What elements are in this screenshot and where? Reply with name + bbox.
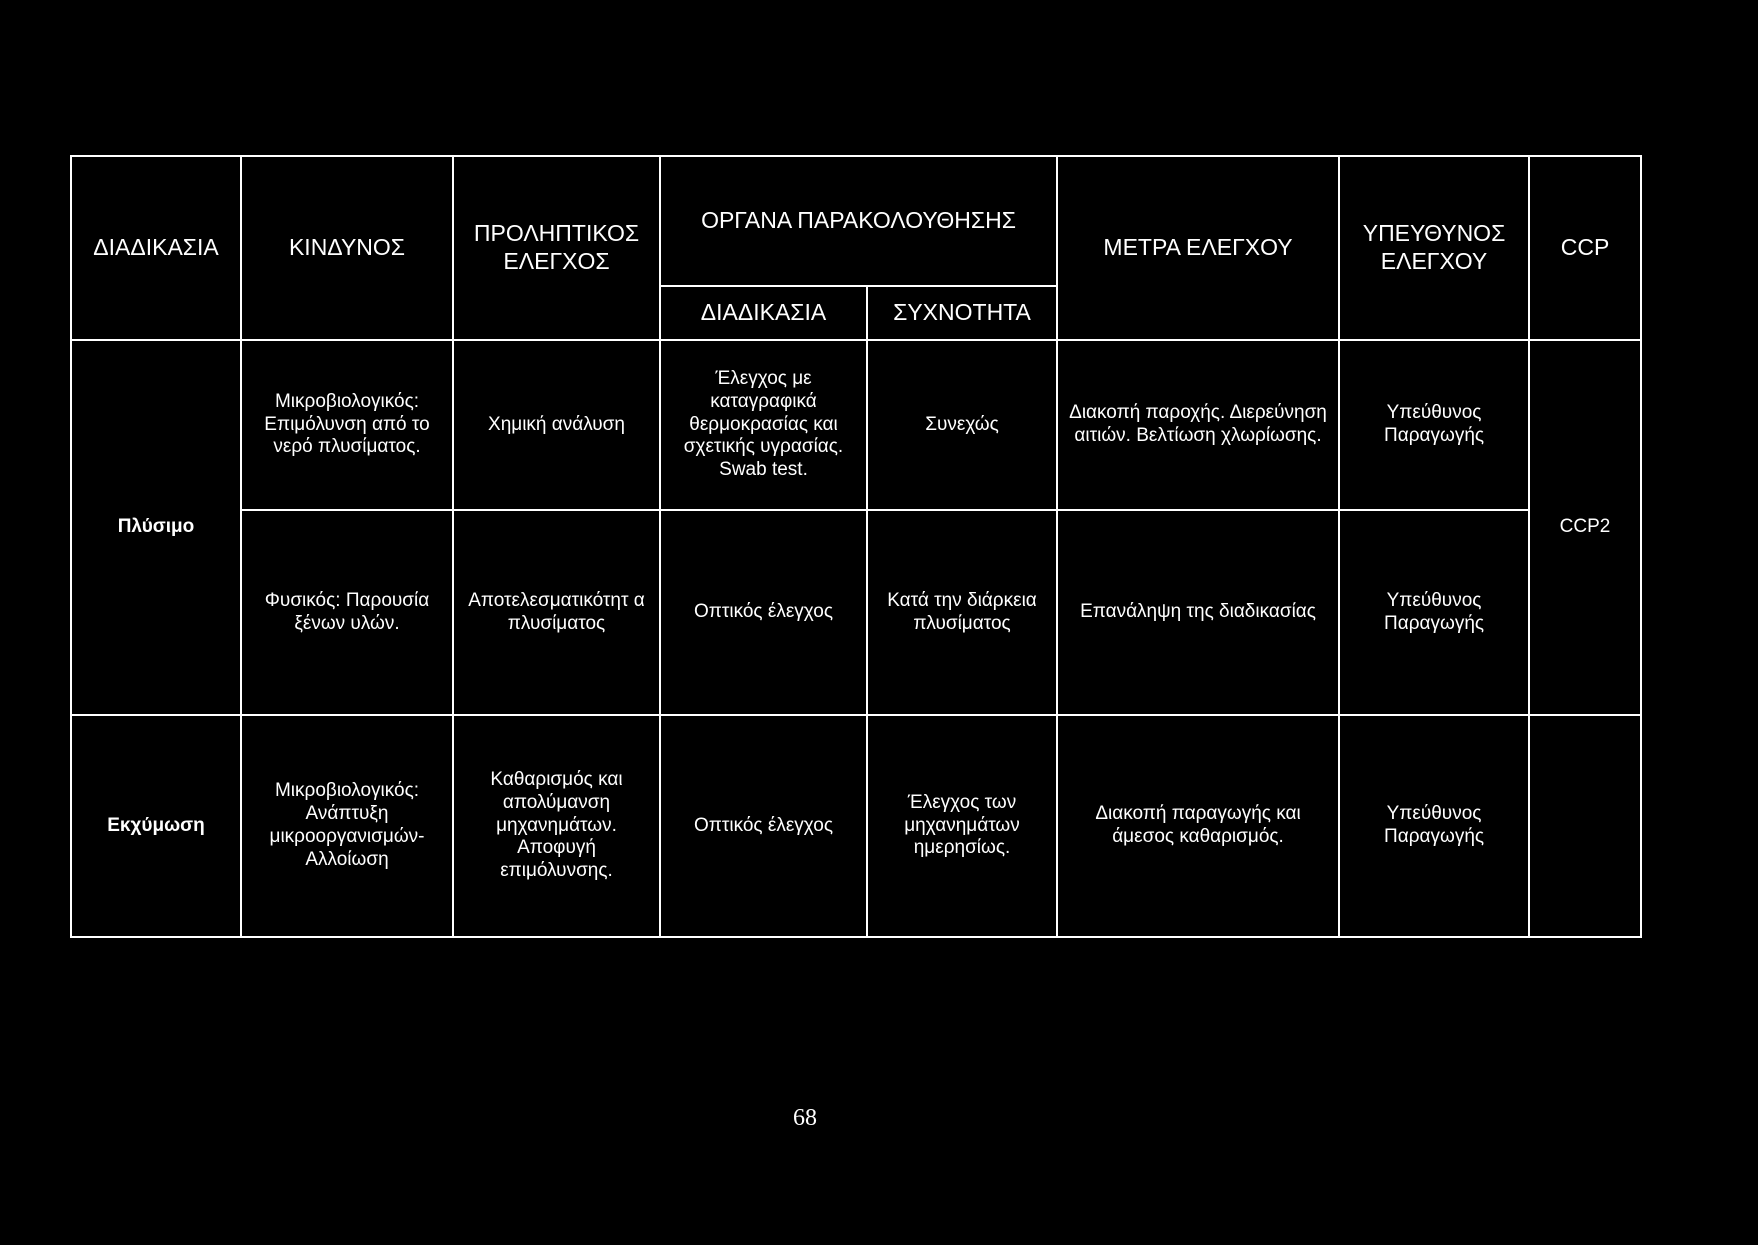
hazard-cell: Μικροβιολογικός: Επιμόλυνση από το νερό πλυσίματος. [241, 340, 453, 510]
frequency-cell: Συνεχώς [867, 340, 1057, 510]
header-monitoring: ΟΡΓΑΝΑ ΠΑΡΑΚΟΛΟΥΘΗΣΗΣ [660, 156, 1057, 286]
responsible-cell: Υπεύθυνος Παραγωγής [1339, 715, 1529, 937]
procedure-cell: Οπτικός έλεγχος [660, 510, 867, 715]
process-cell: Εκχύμωση [71, 715, 241, 937]
responsible-cell: Υπεύθυνος Παραγωγής [1339, 510, 1529, 715]
haccp-table [70, 155, 1642, 938]
measures-cell: Επανάληψη της διαδικασίας [1057, 510, 1339, 715]
table-row [71, 340, 1641, 510]
frequency-cell: Κατά την διάρκεια πλυσίματος [867, 510, 1057, 715]
header-ccp: CCP [1529, 156, 1641, 340]
header-monitoring-procedure: ΔΙΑΔΙΚΑΣΙΑ [660, 286, 867, 340]
preventive-control-cell: Χημική ανάλυση [453, 340, 660, 510]
table-row [71, 715, 1641, 937]
header-hazard: ΚΙΝΔΥΝΟΣ [241, 156, 453, 340]
procedure-cell: Έλεγχος με καταγραφικά θερμοκρασίας και σχετικής υγρασίας. Swab test. [660, 340, 867, 510]
header-row [71, 156, 1641, 286]
page-number: 68 [793, 1105, 817, 1131]
measures-cell: Διακοπή παραγωγής και άμεσος καθαρισμός. [1057, 715, 1339, 937]
procedure-cell: Οπτικός έλεγχος [660, 715, 867, 937]
header-control-measures: ΜΕΤΡΑ ΕΛΕΓΧΟΥ [1057, 156, 1339, 340]
responsible-cell: Υπεύθυνος Παραγωγής [1339, 340, 1529, 510]
header-monitoring-frequency: ΣΥΧΝΟΤΗΤΑ [867, 286, 1057, 340]
frequency-cell: Έλεγχος των μηχανημάτων ημερησίως. [867, 715, 1057, 937]
header-process: ΔΙΑΔΙΚΑΣΙΑ [71, 156, 241, 340]
preventive-control-cell: Αποτελεσματικότητ α πλυσίματος [453, 510, 660, 715]
hazard-cell: Φυσικός: Παρουσία ξένων υλών. [241, 510, 453, 715]
header-responsible: ΥΠΕΥΘΥΝΟΣ ΕΛΕΓΧΟΥ [1339, 156, 1529, 340]
ccp-cell [1529, 715, 1641, 937]
measures-cell: Διακοπή παροχής. Διερεύνηση αιτιών. Βελτίωση χλωρίωσης. [1057, 340, 1339, 510]
table-row [71, 510, 1641, 715]
preventive-control-cell: Καθαρισμός και απολύμανση μηχανημάτων. Αποφυγή επιμόλυνσης. [453, 715, 660, 937]
hazard-cell: Μικροβιολογικός: Ανάπτυξη μικροοργανισμών- Αλλοίωση [241, 715, 453, 937]
header-preventive-control: ΠΡΟΛΗΠΤΙΚΟΣ ΕΛΕΓΧΟΣ [453, 156, 660, 340]
ccp-cell: CCP2 [1529, 340, 1641, 715]
process-cell: Πλύσιμο [71, 340, 241, 715]
